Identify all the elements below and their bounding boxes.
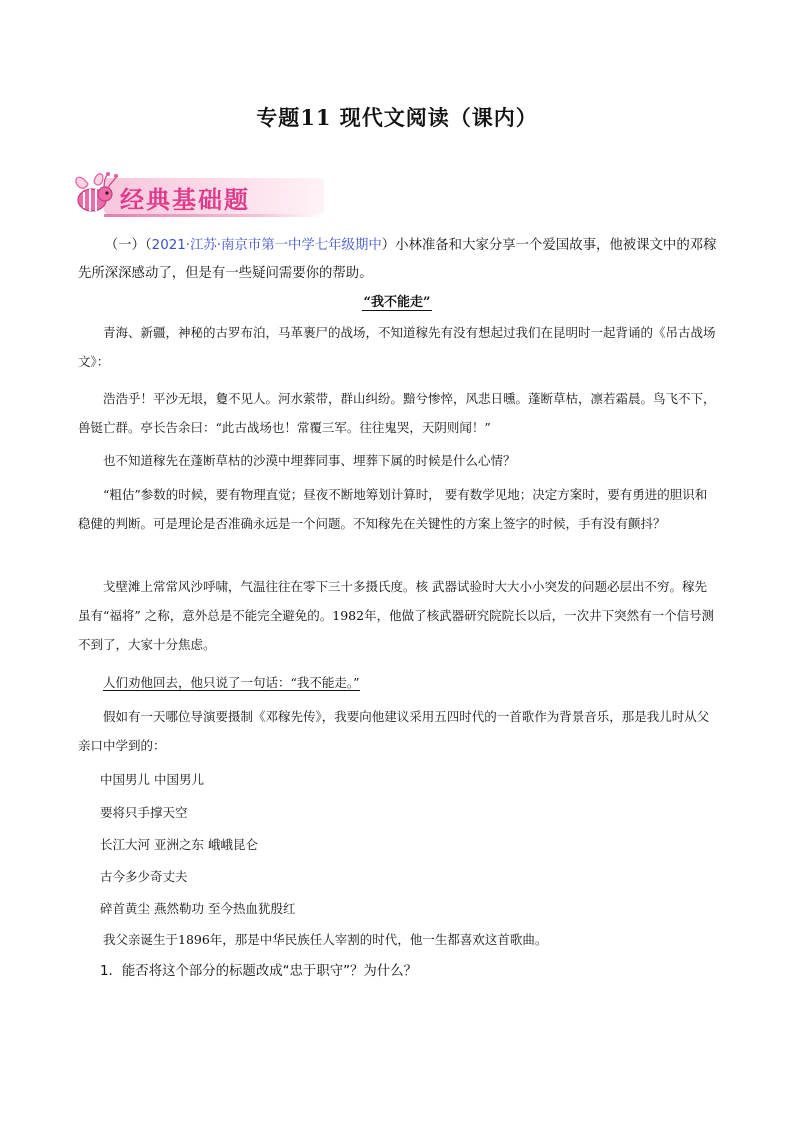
intro-paragraph xyxy=(78,232,718,288)
page-title: 专题11 现代文阅读（课内） xyxy=(256,105,538,130)
paragraph-4: “粗估”参数的时候，要有物理直觉；昼夜不断地筹划计算时， 要有数学见地；决定方案时，要有勇进的胆识和稳健的判断。可是理论是否准确永远是一个问题。不知稼先在关键性的方案上签字的时候，手有没有颤抖？ xyxy=(78,487,708,531)
passage-title-text: “我不能走” xyxy=(363,295,431,310)
intro-prefix: （一）（ xyxy=(104,238,152,253)
paragraph-2: 浩浩乎！平沙无垠，敻不见人。河水萦带，群山纠纷。黯兮惨悴，风悲日曛。蓬断草枯，凛若霜晨。鸟飞不下，兽铤亡群。亭长告余曰：“此古战场也！常覆三军。往往鬼哭，天阴则闻！” xyxy=(78,391,716,435)
song-line-1: 中国男儿 中国男儿 xyxy=(100,772,204,787)
passage-title xyxy=(0,291,794,310)
banner-label: 经典基础题 xyxy=(120,186,250,214)
song-line-4: 古今多少奇丈夫 xyxy=(100,869,188,884)
paragraph-3: 也不知道稼先在蓬断草枯的沙漠中埋葬同事、埋葬下属的时候是什么心情？ xyxy=(103,453,516,468)
question-1: 1．能否将这个部分的标题改成“忠于职守”？为什么？ xyxy=(100,964,417,979)
source-label: 2021·江苏·南京市第一中学七年级期中 xyxy=(151,238,382,253)
paragraph-5: 戈壁滩上常常风沙呼啸，气温往往在零下三十多摄氏度。核 武器试验时大大小小突发的问题必层出不穷。稼先虽有“福将” 之称，意外总是不能完全避免的。1982年，他做了核武器研究院院长以后，一次井下突然有一个信号测不到了，大家十分焦虑。 xyxy=(78,579,715,652)
section-banner xyxy=(70,170,325,216)
song-line-5: 碎首黄尘 燕然勒功 至今热血犹殷红 xyxy=(100,901,296,916)
song-line-2: 要将只手撑天空 xyxy=(100,805,188,820)
paragraph-7: 假如有一天哪位导演要摄制《邓稼先传》，我要向他建议采用五四时代的一首歌作为背景音乐，那是我儿时从父亲口中学到的： xyxy=(78,709,710,753)
paragraph-8: 我父亲诞生于1896年，那是中华民族任人宰割的时代，他一生都喜欢这首歌曲。 xyxy=(103,932,548,947)
song-line-3: 长江大河 亚洲之东 峨峨昆仑 xyxy=(100,837,258,852)
underlined-sentence: 人们劝他回去，他只说了一句话：“我不能走。” xyxy=(103,675,360,690)
paragraph-1: 青海、新疆，神秘的古罗布泊，马革裹尸的战场，不知道稼先有没有想起过我们在昆明时一起背诵的《吊古战场文》： xyxy=(78,325,716,369)
intro-text: ）小林准备和大家分享一个爱国故事，他被课文中的邓稼先所深深感动了，但是有一些疑问需要你的帮助。 xyxy=(78,238,717,281)
paragraph-6 xyxy=(78,668,718,697)
